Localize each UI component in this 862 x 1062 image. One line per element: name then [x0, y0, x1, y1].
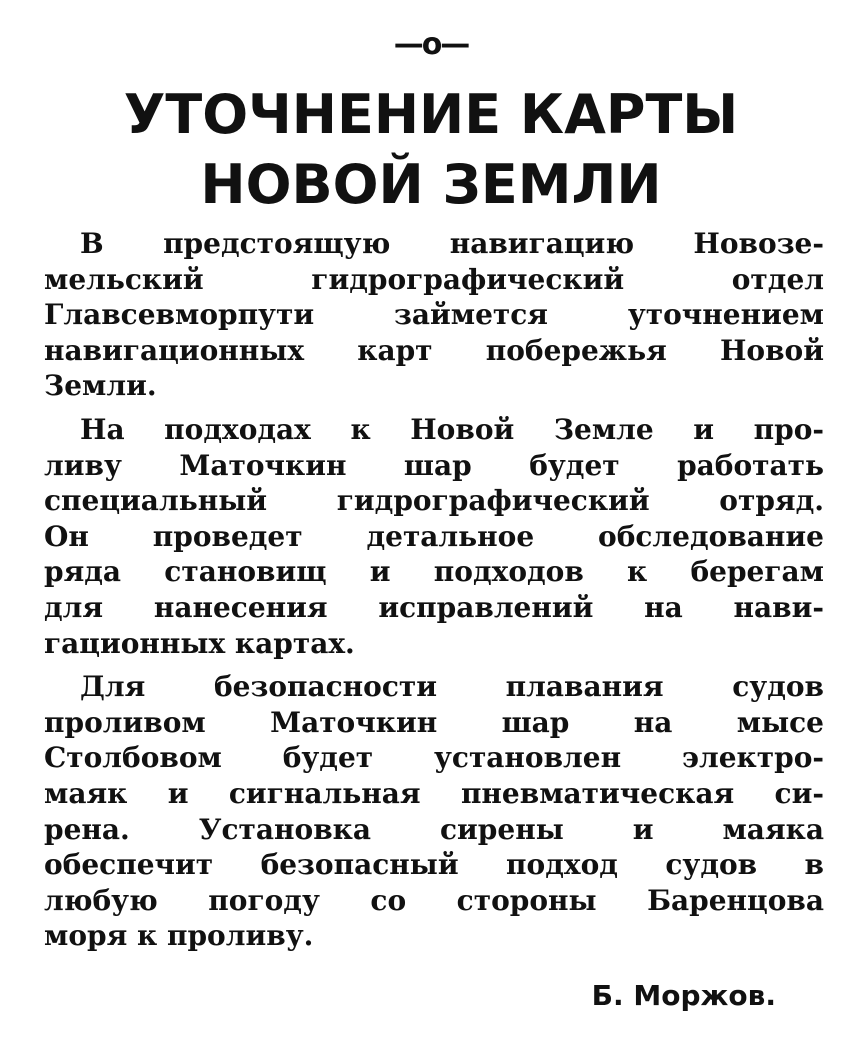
text-line: На подходах к Новой Земле и про- [80, 412, 824, 446]
ornament-divider: —o— [393, 27, 469, 62]
text-line: моря к проливу. [44, 919, 314, 953]
text-line: специальный гидрографический отряд. [44, 484, 824, 518]
text-line: маяк и сигнальная пневматическая си- [44, 776, 824, 810]
article-body [44, 226, 824, 962]
text-line: любую погоду со стороны Баренцова [44, 883, 824, 917]
text-line: мельский гидрографический отдел [44, 262, 824, 296]
text-line: для нанесения исправлений на нави- [44, 590, 824, 624]
text-line: Земли. [44, 369, 157, 403]
text-line: ливу Маточкин шар будет работать [44, 448, 824, 482]
text-line: Для безопасности плавания судов [80, 670, 824, 704]
paragraph-1 [44, 226, 824, 404]
text-line: Столбовом будет установлен электро- [44, 741, 824, 775]
text-line: Главсевморпути займется уточнением [44, 298, 824, 332]
text-line: обеспечит безопасный подход судов в [44, 848, 824, 882]
text-line: гационных картах. [44, 626, 355, 660]
headline-line-1: УТОЧНЕНИЕ КАРТЫ [123, 83, 739, 146]
headline-line-2: НОВОЙ ЗЕМЛИ [200, 153, 662, 216]
text-line: навигационных карт побережья Новой [44, 333, 824, 367]
paragraph-3 [44, 669, 824, 954]
author-signature: Б. Моржов. [591, 979, 776, 1012]
text-line: В предстоящую навигацию Новозе- [80, 227, 824, 260]
article-headline [0, 80, 862, 220]
text-line: проливом Маточкин шар на мысе [44, 705, 824, 739]
text-line: Он проведет детальное обследование [44, 519, 824, 553]
text-line: ряда становищ и подходов к берегам [44, 555, 824, 589]
paragraph-2 [44, 412, 824, 661]
text-line: рена. Установка сирены и маяка [44, 812, 824, 846]
